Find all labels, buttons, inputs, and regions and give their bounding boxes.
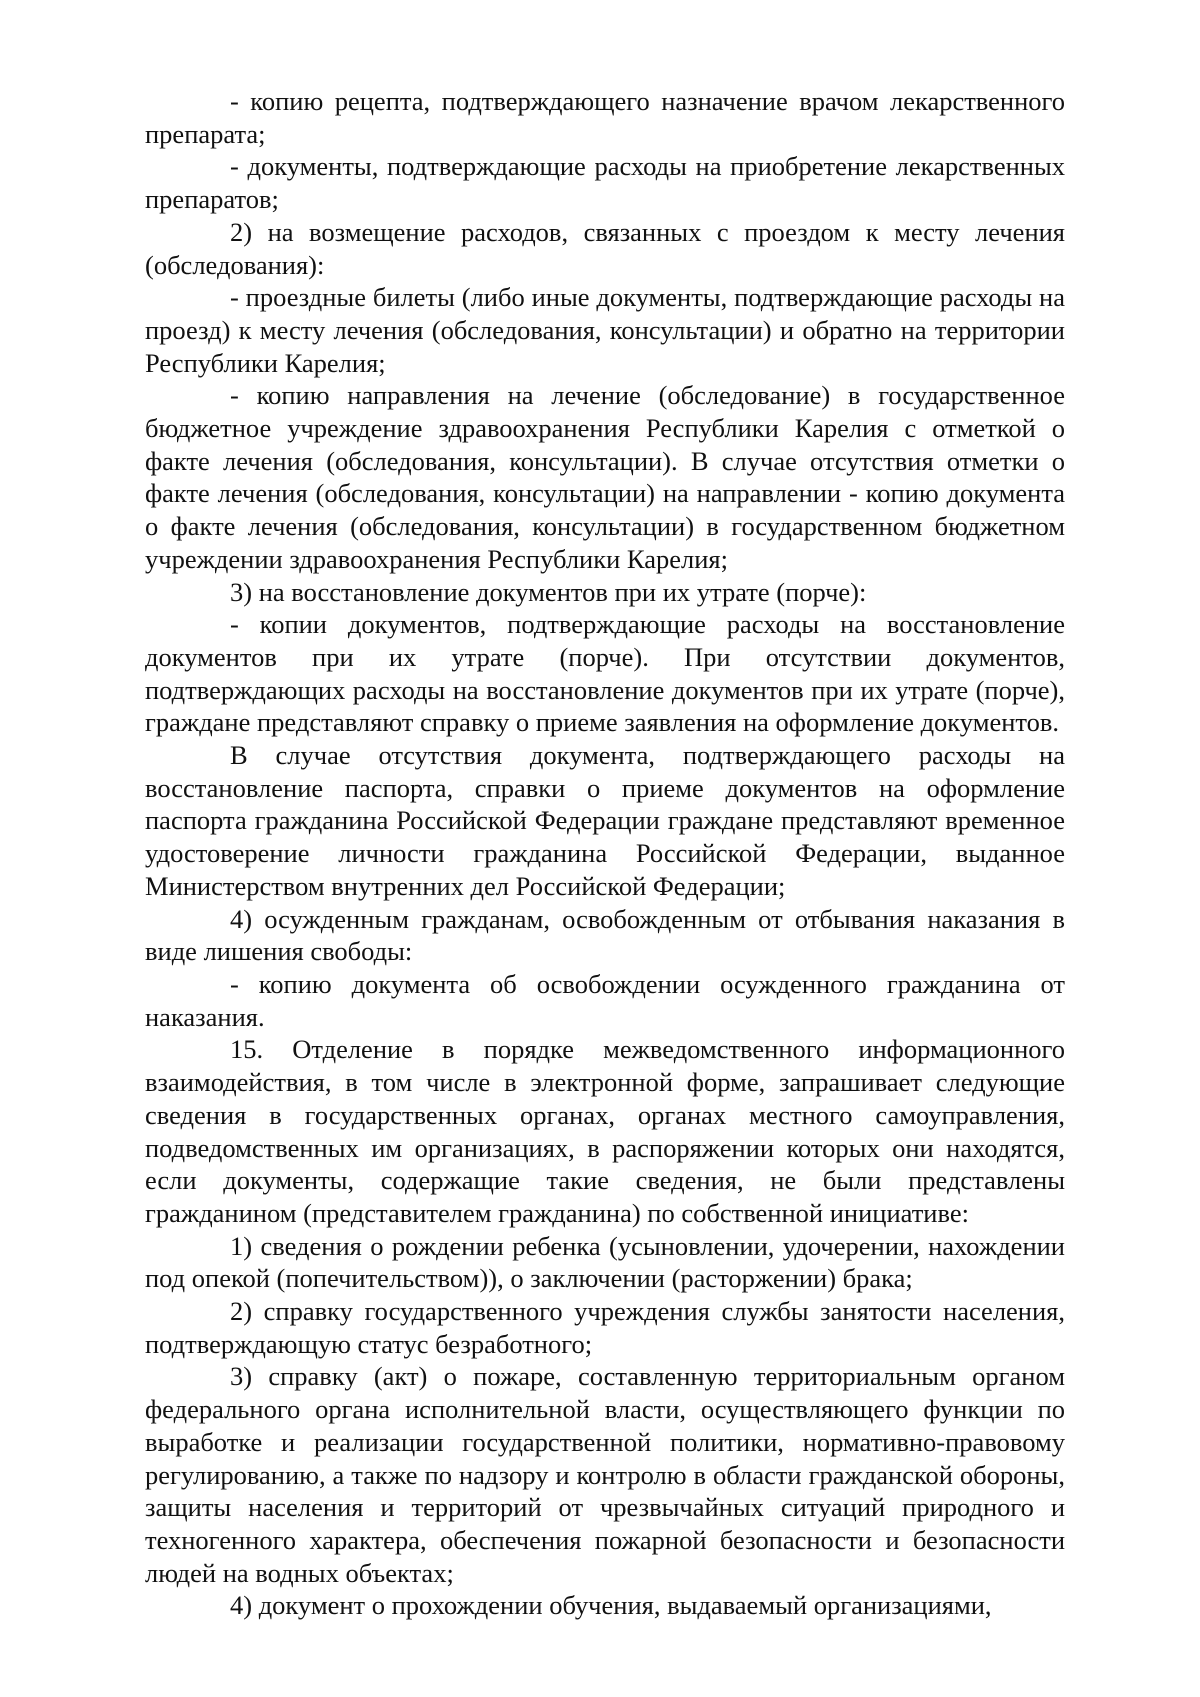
paragraph: - копию документа об освобождении осужденного гражданина от наказания. bbox=[145, 968, 1065, 1032]
document-page bbox=[145, 85, 1065, 1622]
paragraph: - копии документов, подтверждающие расходы на восстановление документов при их утрате (порче). При отсутствии документов, подтверждающих расходы на восстановление документов при их утрате (порче), граждане представляют справку о приеме заявления на оформление документов. bbox=[145, 609, 1065, 738]
paragraph: 3) справку (акт) о пожаре, составленную территориальным органом федерального органа исполнительной власти, осуществляющего функции по выработке и реализации государственной политики, нормативно-правовому регулированию, а также по надзору и контролю в области гражданской обороны, защиты населения и территорий от чрезвычайных ситуаций природного и техногенного характера, обеспечения пожарной безопасности и безопасности людей на водных объектах; bbox=[145, 1361, 1065, 1588]
paragraph: - копию направления на лечение (обследование) в государственное бюджетное учреждение здравоохранения Республики Карелия с отметкой о факте лечения (обследования, консультации). В случае отсутствия отметки о факте лечения (обследования, консультации) на направлении - копию документа о факте лечения (обследования, консультации) в государственном бюджетном учреждении здравоохранения Республики Карелия; bbox=[145, 380, 1065, 574]
paragraph: В случае отсутствия документа, подтверждающего расходы на восстановление паспорта, справки о приеме документов на оформление паспорта гражданина Российской Федерации граждане представляют временное удостоверение личности гражданина Российской Федерации, выданное Министерством внутренних дел Российской Федерации; bbox=[145, 740, 1065, 901]
paragraph: 4) осужденным гражданам, освобожденным от отбывания наказания в виде лишения свободы: bbox=[145, 903, 1065, 967]
paragraph: - копию рецепта, подтверждающего назначение врачом лекарственного препарата; bbox=[145, 86, 1065, 149]
paragraph: 2) на возмещение расходов, связанных с проездом к месту лечения (обследования): bbox=[145, 216, 1065, 280]
paragraph: 2) справку государственного учреждения службы занятости населения, подтверждающую статус безработного; bbox=[145, 1296, 1065, 1359]
paragraph: 4) документ о прохождении обучения, выдаваемый организациями, bbox=[230, 1590, 992, 1621]
paragraph: 1) сведения о рождении ребенка (усыновлении, удочерении, нахождении под опекой (попечительством)), о заключении (расторжении) брака; bbox=[145, 1230, 1065, 1294]
paragraph: 3) на восстановление документов при их утрате (порче): bbox=[230, 576, 867, 607]
paragraph: 15. Отделение в порядке межведомственного информационного взаимодействия, в том числе в электронной форме, запрашивает следующие сведения в государственных органах, органах местного самоуправления, подведомственных им организациях, в распоряжении которых они находятся, если документы, содержащие такие сведения, не были представлены гражданином (представителем гражданина) по собственной инициативе: bbox=[145, 1034, 1065, 1228]
paragraph: - документы, подтверждающие расходы на приобретение лекарственных препаратов; bbox=[145, 151, 1065, 215]
paragraph: - проездные билеты (либо иные документы, подтверждающие расходы на проезд) к месту лечения (обследования, консультации) и обратно на территории Республики Карелия; bbox=[145, 282, 1065, 378]
